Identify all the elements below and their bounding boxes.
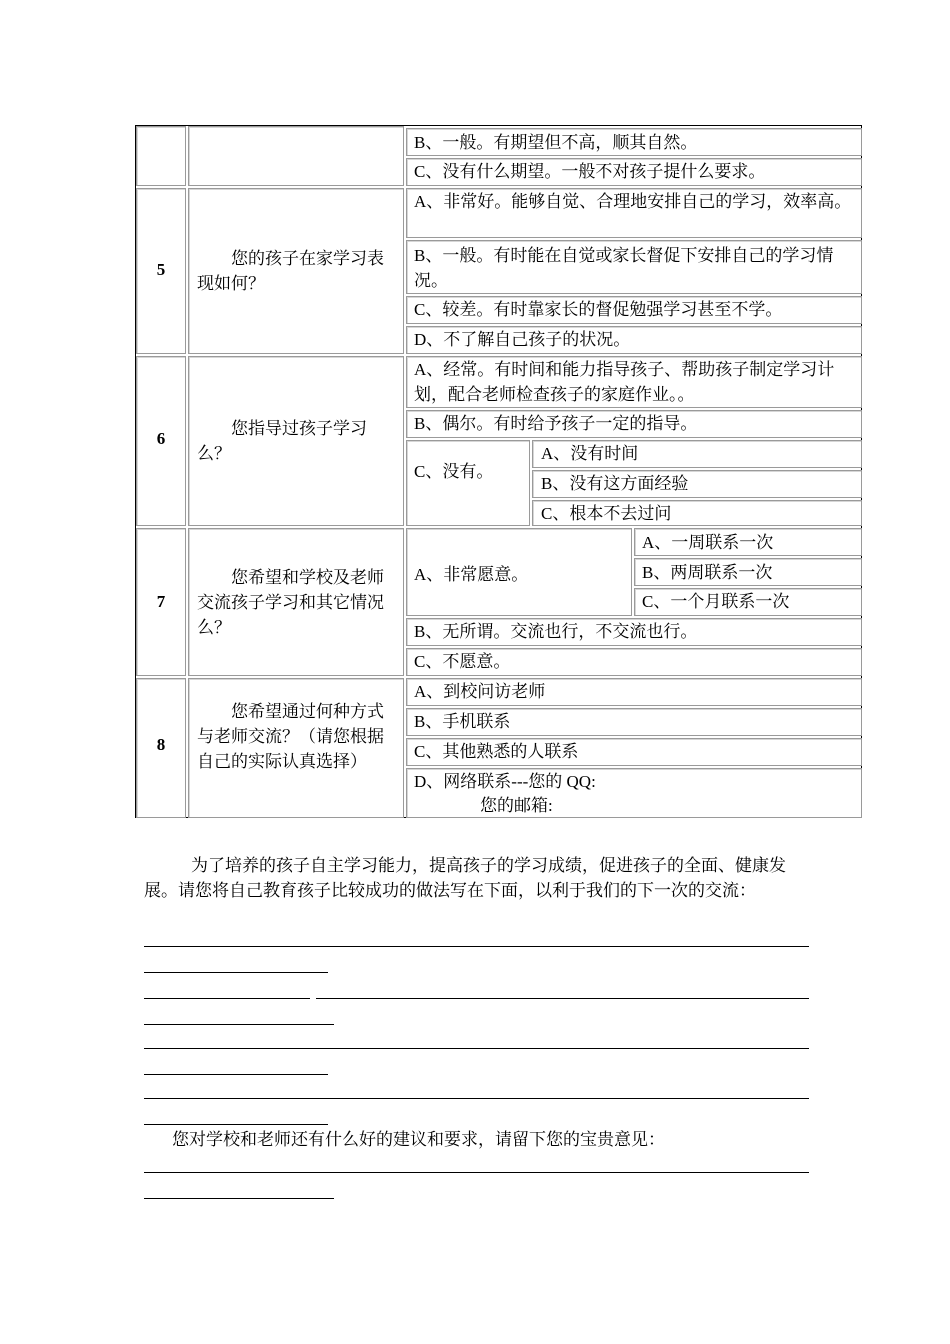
q7-option-b: B、无所谓。交流也行，不交流也行。	[414, 622, 698, 641]
suggestion-prompt: 您对学校和老师还有什么好的建议和要求，请留下您的宝贵意见：	[172, 1130, 665, 1149]
q8-question: 您希望通过何种方式与老师交流？（请您根据自己的实际认真选择）	[197, 702, 384, 771]
q7-option-a: A、非常愿意。	[414, 565, 529, 584]
q8-option-d-line1: D、网络联系---您的 QQ:	[414, 772, 596, 791]
answer-line[interactable]	[144, 1198, 334, 1199]
answer-line[interactable]	[144, 1124, 328, 1125]
q5-option-d: D、不了解自己孩子的状况。	[414, 330, 631, 349]
q6-sub-option: C、根本不去过问	[541, 504, 672, 523]
answer-line[interactable]	[144, 1098, 809, 1099]
answer-line[interactable]	[144, 1024, 334, 1025]
q5-number: 5	[156, 260, 166, 279]
q7-option-c: C、不愿意。	[414, 652, 511, 671]
q8-option-d-line2: 您的邮箱:	[480, 796, 553, 815]
prev-question-cell	[188, 126, 404, 186]
answer-line[interactable]	[144, 946, 809, 947]
q5-option-b: B、一般。有时能在自觉或家长督促下安排自己的学习情况。	[414, 246, 834, 290]
answer-line[interactable]	[316, 998, 809, 999]
q7-sub-option: C、一个月联系一次	[642, 592, 790, 611]
q5-option-c: C、较差。有时靠家长的督促勉强学习甚至不学。	[414, 300, 783, 319]
q7-sub-option: B、两周联系一次	[642, 563, 773, 582]
answer-line[interactable]	[144, 1172, 809, 1173]
prev-number-cell	[136, 126, 186, 186]
answer-line[interactable]	[144, 998, 310, 999]
q6-sub-option: A、没有时间	[541, 444, 639, 463]
q6-sub-option: B、没有这方面经验	[541, 474, 689, 493]
instruction-paragraph: 为了培养的孩子自主学习能力，提高孩子的学习成绩，促进孩子的全面、健康发展。请您将自己教育孩子比较成功的做法写在下面，以利于我们的下一次的交流：	[144, 856, 786, 900]
q8-option-c: C、其他熟悉的人联系	[414, 742, 579, 761]
q8-number: 8	[156, 735, 166, 754]
q6-option-c: C、没有。	[414, 462, 494, 481]
q6-option-b: B、偶尔。有时给予孩子一定的指导。	[414, 414, 698, 433]
q6-question: 您指导过孩子学习么？	[197, 419, 367, 463]
survey-table	[135, 125, 862, 818]
prev-option-c: C、没有什么期望。一般不对孩子提什么要求。	[414, 162, 766, 181]
q8-option-a: A、到校问访老师	[414, 682, 546, 701]
q5-question: 您的孩子在家学习表现如何？	[197, 249, 384, 293]
q7-sub-option: A、一周联系一次	[642, 533, 774, 552]
q5-option-a: A、非常好。能够自觉、合理地安排自己的学习，效率高。	[414, 192, 852, 211]
q6-option-a: A、经常。有时间和能力指导孩子、帮助孩子制定学习计划，配合老师检查孩子的家庭作业。。	[414, 360, 835, 404]
q7-question: 您希望和学校及老师交流孩子学习和其它情况么？	[197, 568, 384, 637]
answer-line[interactable]	[144, 972, 328, 973]
prev-option-b: B、一般。有期望但不高，顺其自然。	[414, 133, 698, 152]
q7-number: 7	[156, 592, 166, 611]
q6-number: 6	[156, 429, 166, 448]
answer-line[interactable]	[144, 1074, 328, 1075]
q8-option-b: B、手机联系	[414, 712, 511, 731]
answer-line[interactable]	[144, 1048, 809, 1049]
